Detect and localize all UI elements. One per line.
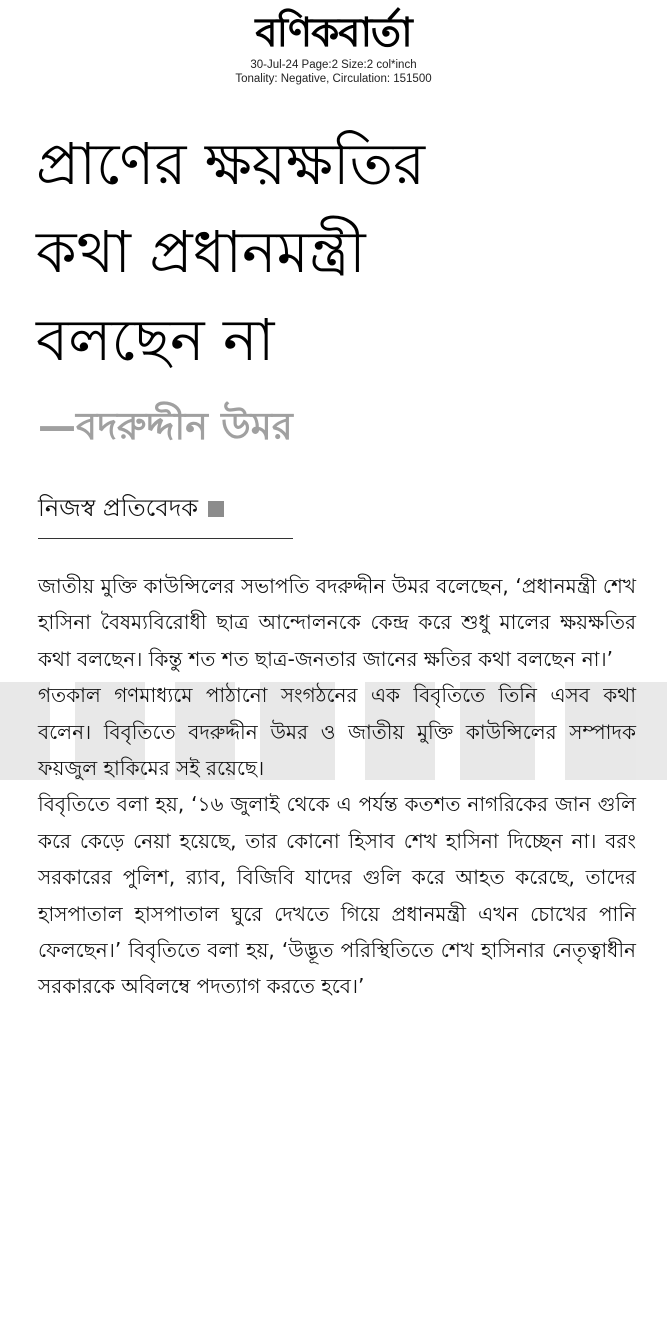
article-body [38,568,636,1005]
newspaper-logo: বণিকবার্তা [255,10,412,56]
headline-line: বলছেন না [36,306,275,374]
article-paragraph: জাতীয় মুক্তি কাউন্সিলের সভাপতি বদরুদ্দীন উমর বলেছেন, ‘প্রধানমন্ত্রী শেখ হাসিনা বৈষম্যবিরোধী ছাত্র আন্দোলনকে কেন্দ্র করে শুধু মালের ক্ষয়ক্ষতির কথা বলছেন। কিন্তু শত শত ছাত্র-জনতার জানের ক্ষতির কথা বলছেন না।’ [38,574,636,671]
headline [36,120,646,384]
quote-attribution: —বদরুদ্দীন উমর [38,404,293,448]
clipping-meta-line: 30-Jul-24 Page:2 Size:2 col*inch [250,59,417,71]
square-bullet-icon [208,501,224,517]
reporter-credit [38,486,293,539]
headline-line: কথা প্রধানমন্ত্রী [36,218,366,286]
article-paragraph: গতকাল গণমাধ্যমে পাঠানো সংগঠনের এক বিবৃতিতে তিনি এসব কথা বলেন। বিবৃতিতে বদরুদ্দীন উমর ও জাতীয় মুক্তি কাউন্সিলের সম্পাদক ফয়জুল হাকিমের সই রয়েছে। [38,683,636,781]
headline-line: প্রাণের ক্ষয়ক্ষতির [36,130,425,198]
clipping-tonality-line: Tonality: Negative, Circulation: 151500 [235,73,432,85]
masthead [0,8,667,86]
article-paragraph: বিবৃতিতে বলা হয়, ‘১৬ জুলাই থেকে এ পর্যন্ত কতশত নাগরিকের জান গুলি করে কেড়ে নেয়া হয়েছে, তার কোনো হিসাব শেখ হাসিনা দিচ্ছেন না। বরং সরকারের পুলিশ, র‌্যাব, বিজিবি যাদের গুলি করে আহত করেছে, তাদের হাসপাতাল হাসপাতাল ঘুরে দেখতে গিয়ে প্রধানমন্ত্রী এখন চোখের পানি ফেলছেন।’ বিবৃতিতে বলা হয়, ‘উদ্ভূত পরিস্থিতিতে শেখ হাসিনার নেতৃত্বাধীন সরকারকে অবিলম্বে পদত্যাগ করতে হবে।’ [38,792,636,999]
reporter-name: নিজস্ব প্রতিবেদক [38,494,199,522]
